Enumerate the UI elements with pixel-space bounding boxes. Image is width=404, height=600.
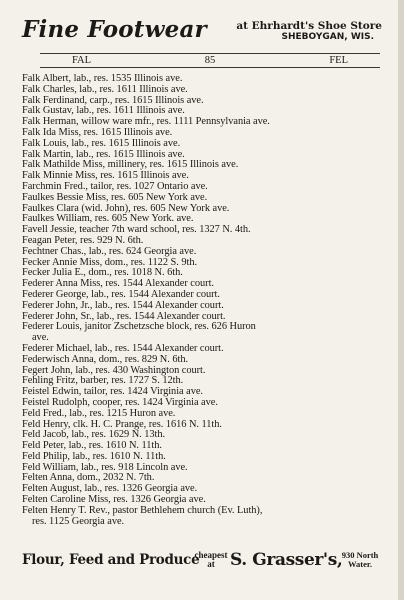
entry-text: Federer John, Jr., lab., res. 1544 Alexander court.: [22, 299, 224, 311]
entry-text: Faulkes Clara (wid. John), res. 605 New York ave.: [22, 202, 230, 214]
entry-text: Fecker Annie Miss, dom., res. 1122 S. 9th.: [22, 256, 198, 268]
entry-text: Federer George, lab., res. 1544 Alexander court.: [22, 288, 220, 300]
entry-text: Falk Ida Miss, res. 1615 Illinois ave.: [22, 126, 173, 138]
entry-continuation: ave.: [32, 332, 49, 344]
entry-text: Feld Philip, lab., res. 1610 N. 11th.: [22, 450, 166, 462]
directory-entries: [22, 74, 384, 527]
top-ad-store-block: [204, 20, 382, 43]
entry-text: Fecker Julia E., dom., res. 1018 N. 6th.: [22, 267, 183, 279]
directory-entry: [22, 506, 384, 528]
entry-text: Federer Anna Miss, res. 1544 Alexander court.: [22, 278, 214, 290]
page-edge: [398, 0, 404, 600]
bottom-ad-address: [336, 551, 384, 569]
entry-text: Feld Peter, lab., res. 1610 N. 11th.: [22, 440, 162, 452]
bottom-ad-cheapest-line1: cheapest: [194, 550, 228, 560]
entry-text: Feagan Peter, res. 929 N. 6th.: [22, 234, 144, 246]
top-ad-city: SHEBOYGAN, WIS.: [281, 32, 374, 42]
top-ad-store: at Ehrhardt's Shoe Store: [236, 20, 382, 32]
entry-text: Falk Minnie Miss, res. 1615 Illinois ave.: [22, 170, 189, 182]
entry-text: Fegert John, lab., res. 430 Washington court.: [22, 364, 206, 376]
entry-text: Falk Mathilde Miss, millinery, res. 1615 Illinois ave.: [22, 159, 239, 171]
top-advertisement: [22, 14, 382, 54]
entry-text: Faulkes Bessie Miss, res. 605 New York ave.: [22, 191, 208, 203]
entry-continuation: res. 1125 Georgia ave.: [32, 515, 125, 527]
entry-text: Feld Fred., lab., res. 1215 Huron ave.: [22, 407, 176, 419]
entry-text: Federer Louis, janitor Zschetzsche block, res. 626 Huron: [22, 321, 256, 333]
entry-text: Federer Michael, lab., res. 1544 Alexander court.: [22, 342, 224, 354]
entry-text: Feld Jacob, lab., res. 1629 N. 13th.: [22, 429, 166, 441]
bottom-ad-store: S. Grasser's,: [230, 550, 343, 570]
entry-text: Feistel Rudolph, cooper, res. 1424 Virginia ave.: [22, 396, 218, 408]
top-ad-headline: Fine Footwear: [22, 16, 207, 43]
entry-text: Feld William, lab., res. 918 Lincoln ave.: [22, 461, 188, 473]
entry-text: Falk Gustav, lab., res. 1611 Illinois ave.: [22, 105, 185, 117]
entry-text: Felten August, lab., res. 1326 Georgia ave.: [22, 483, 198, 495]
entry-text: Feld Henry, clk. H. C. Prange, res. 1616 N. 11th.: [22, 418, 222, 430]
entry-text: Fechtner Chas., lab., res. 624 Georgia ave.: [22, 245, 197, 257]
header-right-guide: FEL: [329, 55, 348, 66]
header-left-guide: FAL: [72, 55, 92, 66]
bottom-ad-address-line1: 930 North: [341, 550, 379, 560]
bottom-ad-cheapest: [194, 551, 228, 569]
entry-text: Falk Ferdinand, carp., res. 1615 Illinois ave.: [22, 94, 204, 106]
entry-text: Falk Albert, lab., res. 1535 Illinois ave.: [22, 73, 183, 84]
bottom-ad-cheapest-line2: at: [207, 559, 215, 569]
entry-text: Farchmin Fred., tailor, res. 1027 Ontario ave.: [22, 180, 208, 192]
running-header: [40, 54, 380, 67]
bottom-ad-headline: Flour, Feed and Produce: [22, 552, 200, 568]
entry-text: Falk Herman, willow ware mfr., res. 1111 Pennsylvania ave.: [22, 116, 270, 128]
entry-text: Favell Jessie, teacher 7th ward school, res. 1327 N. 4th.: [22, 224, 251, 236]
bottom-ad-address-line2: Water.: [347, 559, 372, 569]
entry-text: Fehling Fritz, barber, res. 1727 S. 12th.: [22, 375, 184, 387]
header-rule-bottom: [40, 67, 380, 68]
entry-text: Falk Louis, lab., res. 1615 Illinois ave.: [22, 137, 181, 149]
entry-text: Faulkes William, res. 605 New York. ave.: [22, 213, 194, 225]
page-number: 85: [204, 55, 216, 66]
directory-entry: [22, 322, 384, 344]
entry-text: Falk Charles, lab., res. 1611 Illinois ave.: [22, 83, 188, 95]
bottom-advertisement: [22, 548, 384, 576]
entry-text: Federwisch Anna, dom., res. 829 N. 6th.: [22, 353, 189, 365]
entry-text: Felten Henry T. Rev., pastor Bethlehem church (Ev. Luth),: [22, 504, 263, 516]
entry-text: Felten Caroline Miss, res. 1326 Georgia ave.: [22, 494, 206, 506]
entry-text: Falk Martin, lab., res. 1615 Illinois ave.: [22, 148, 185, 160]
entry-text: Feistel Edwin, tailor, res. 1424 Virginia ave.: [22, 386, 203, 398]
entry-text: Felten Anna, dom., 2032 N. 7th.: [22, 472, 155, 484]
entry-text: Federer John, Sr., lab., res. 1544 Alexander court.: [22, 310, 226, 322]
